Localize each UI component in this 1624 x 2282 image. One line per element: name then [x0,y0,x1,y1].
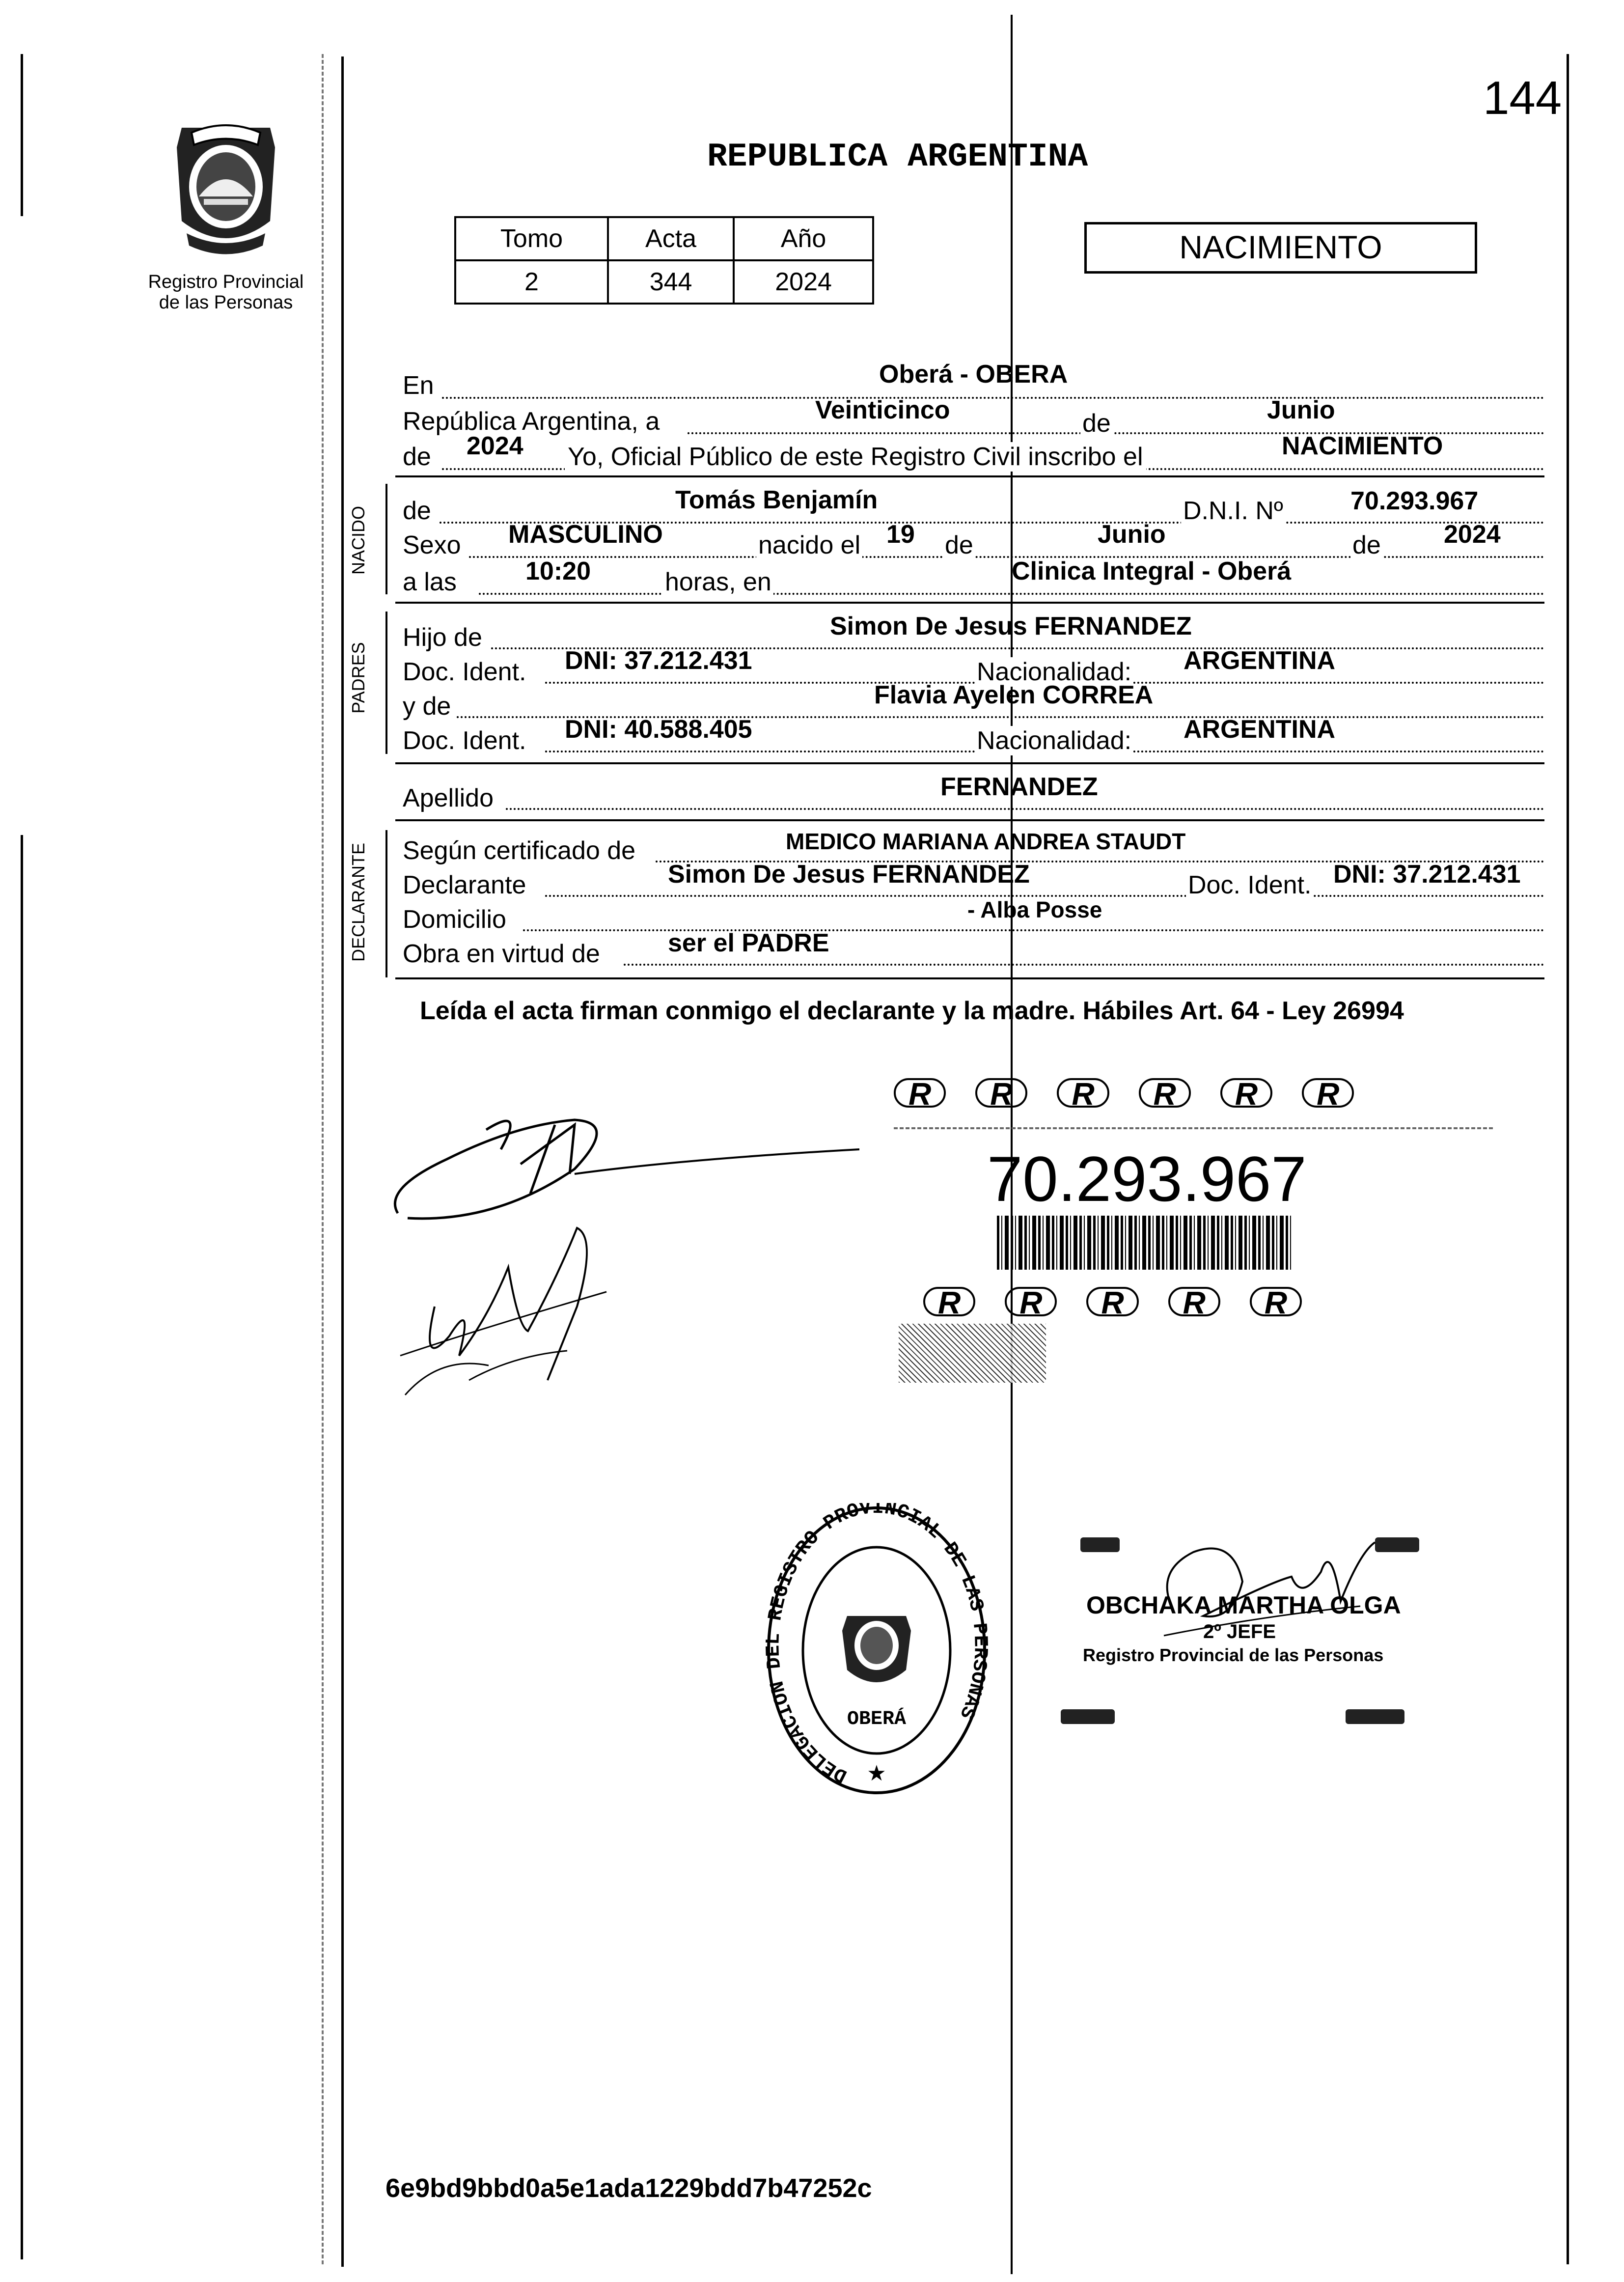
year-value: 2024 [467,432,523,460]
mother-nationality-value: ARGENTINA [1184,715,1336,744]
label-declarante: Declarante [403,871,526,899]
section-label-nacido: NACIDO [348,506,368,575]
country-title: REPUBLICA ARGENTINA [707,138,1088,176]
watermark-r: R [894,1078,946,1108]
mother-doc-value: DNI: 40.588.405 [565,715,752,744]
label-de-birth-year: de [1350,530,1383,560]
document-type: NACIMIENTO [1179,229,1382,265]
label-de-month: de [1080,409,1113,438]
watermark-r: R [1057,1078,1109,1108]
label-apellido: Apellido [403,784,494,812]
section-separator [395,977,1544,979]
birth-year-value: 2024 [1444,520,1501,549]
dotline [442,397,1544,399]
label-de-name: de [403,497,431,525]
round-seal-city: OBERÁ [847,1708,907,1730]
watermark-r: R [1250,1287,1302,1316]
registry-name-line2: de las Personas [159,292,293,313]
obra-value: ser el PADRE [668,929,829,957]
label-segun-certificado: Según certificado de [403,836,636,865]
province-seal-logo [152,118,300,260]
table-value-row [455,260,873,304]
record-reference-table [454,216,874,305]
page-number: 144 [1483,72,1562,124]
dotline [506,808,1544,810]
table-header-tomo: Tomo [455,217,608,260]
binding-line [341,56,344,2267]
child-dni-value: 70.293.967 [1350,487,1479,515]
dotline [479,593,1544,595]
birth-place-value: Clinica Integral - Oberá [1012,557,1292,585]
watermark-r: R [975,1078,1027,1108]
dotline [469,556,1544,558]
birth-month-value: Junio [1098,520,1166,549]
left-margin-line [21,835,23,2259]
label-dni: D.N.I. Nº [1181,496,1285,526]
round-seal-text: DELEGACION DEL REGISTRO PROVINCIAL DE LAS PERSONAS [764,1503,990,1787]
barcode-number: 70.293.967 [987,1143,1307,1215]
right-edge-line [1567,54,1569,2264]
label-obra-en-virtud: Obra en virtud de [403,940,600,968]
child-name-value: Tomás Benjamín [675,486,878,514]
watermark-r: R [923,1287,975,1316]
declarante-value: Simon De Jesus FERNANDEZ [668,860,1030,889]
table-header-ano: Año [734,217,873,260]
label-a-las: a las [403,568,457,596]
table-header-row [455,217,873,260]
label-nacionalidad-father: Nacionalidad: [975,657,1133,687]
label-en: En [403,371,434,400]
round-registry-seal [764,1503,990,1803]
statement-text: Yo, Oficial Público de este Registro Civil inscribo el [565,442,1146,472]
section-separator [395,475,1544,477]
section-separator [395,819,1544,821]
label-de-birth-month: de [943,530,975,560]
watermark-strip-top [894,1076,1493,1112]
seal-star-icon: ★ [867,1761,886,1785]
section-separator [395,602,1544,604]
label-nacido-el: nacido el [756,530,862,560]
watermark-r: R [1139,1078,1191,1108]
watermark-strip-bottom [923,1285,1493,1320]
label-sexo: Sexo [403,531,461,559]
stamp-corner-top-left [1080,1537,1120,1552]
section-label-declarante: DECLARANTE [348,842,368,962]
certificado-value: MEDICO MARIANA ANDREA STAUDT [786,829,1186,854]
label-doc-ident-father: Doc. Ident. [403,658,526,686]
sex-value: MASCULINO [508,520,663,549]
stamp-corner-bottom-left [1061,1709,1115,1724]
month-value: Junio [1267,396,1335,424]
table-value-acta: 344 [608,260,734,304]
signature-madre [390,1208,695,1415]
barcode-label [894,1063,1493,1383]
label-republica: República Argentina, a [403,407,660,436]
father-doc-value: DNI: 37.212.431 [565,646,752,675]
registry-name-line1: Registro Provincial [148,272,304,292]
father-nationality-value: ARGENTINA [1184,646,1336,675]
label-de-year: de [403,443,431,471]
day-words-value: Veinticinco [815,396,950,424]
watermark-r: R [1086,1287,1138,1316]
document-type-box [1084,222,1477,274]
label-hijo-de: Hijo de [403,623,482,652]
place-value: Oberá - OBERA [879,360,1068,389]
barcode-bars [997,1216,1292,1270]
table-value-ano: 2024 [734,260,873,304]
section-label-padres: PADRES [348,642,368,714]
stamp-name: OBCHAKA MARTHA OLGA [1086,1591,1401,1619]
stamp-entity: Registro Provincial de las Personas [1083,1645,1384,1665]
section-separator [395,762,1544,764]
father-name-value: Simon De Jesus FERNANDEZ [830,612,1192,640]
security-pattern [899,1324,1046,1383]
watermark-r: R [1168,1287,1220,1316]
binding-dash-line [322,54,324,2264]
stamp-role: 2º JEFE [1203,1621,1276,1642]
label-doc-ident-declarante: Doc. Ident. [1186,870,1313,900]
record-type-value: NACIMIENTO [1282,432,1443,460]
registry-name [123,272,329,313]
birth-day-value: 19 [886,520,915,549]
label-domicilio: Domicilio [403,905,506,934]
document-hash: 6e9bd9bbd0a5e1ada1229bdd7b47252c [385,2173,872,2203]
section-bracket [385,612,387,754]
signature-official [1144,1523,1400,1650]
official-stamp [1061,1528,1444,1739]
label-y-de: y de [403,692,451,721]
domicilio-value: - Alba Posse [967,897,1102,922]
table-value-tomo: 2 [455,260,608,304]
dotline [624,964,1544,966]
mother-name-value: Flavia Ayelen CORREA [874,681,1154,709]
dashed-divider [894,1127,1493,1129]
apellido-value: FERNANDEZ [940,773,1098,801]
section-bracket [385,830,387,977]
watermark-r: R [1302,1078,1354,1108]
table-header-acta: Acta [608,217,734,260]
section-bracket [385,484,387,594]
left-margin-line [21,54,23,216]
label-nacionalidad-mother: Nacionalidad: [975,726,1133,755]
declarante-doc-value: DNI: 37.212.431 [1333,860,1521,889]
label-doc-ident-mother: Doc. Ident. [403,726,526,755]
birth-time-value: 10:20 [525,557,591,585]
closing-statement: Leída el acta firman conmigo el declarante y la madre. Hábiles Art. 64 - Ley 26994 [420,997,1404,1025]
label-horas-en: horas, en [663,567,773,597]
stamp-corner-bottom-right [1346,1709,1404,1724]
watermark-r: R [1005,1287,1057,1316]
watermark-r: R [1220,1078,1272,1108]
